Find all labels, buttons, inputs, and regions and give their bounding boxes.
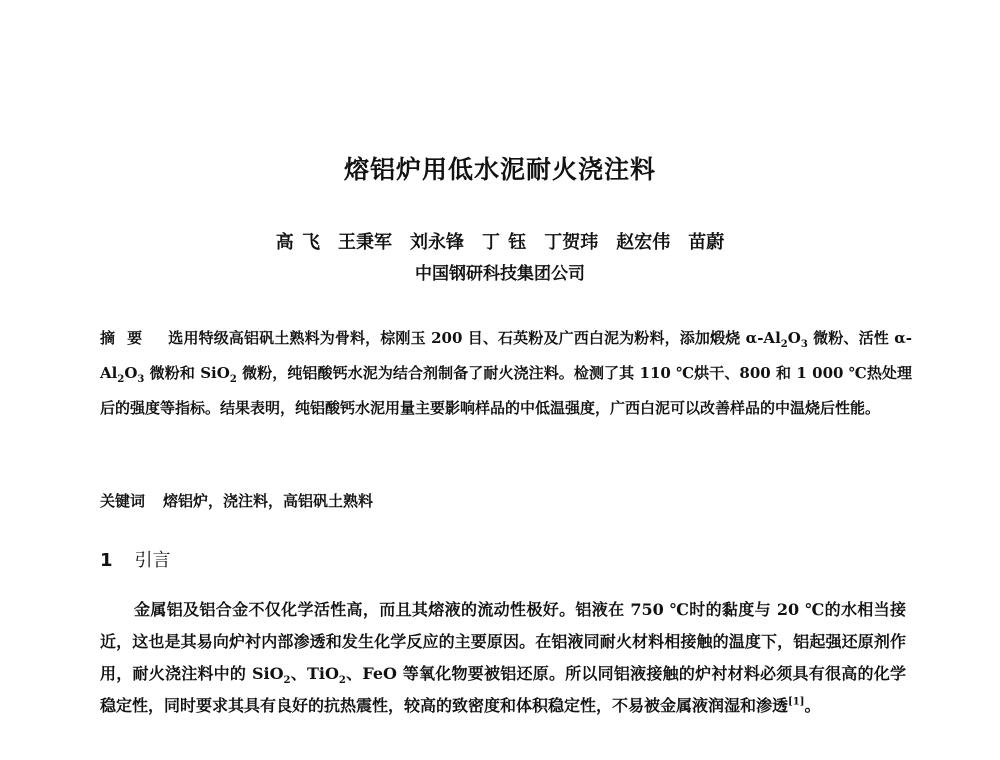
paragraph-text-1: 金属铝及铝合金不仅化学活性高，而且其熔液的流动性极好。铝液在 750 ℃时的黏度与 20 ℃的水相当接近，这也是其易向炉衬内部渗透和发生化学反应的主要原因。在铝液同耐火材料相接触的温度下，铝起强还原剂作用，耐火浇注料中的 SiO: [100, 600, 906, 683]
abstract-text-1: 选用特级高铝矾土熟料为骨料，棕刚玉 200 目、石英粉及广西白泥为粉料，添加煅烧 α-Al: [168, 329, 781, 347]
abstract-text-6: 微粉，纯铝酸钙水泥为结合剂制备了耐火浇注料。检测了其 110 ℃烘干、800 和 1 000 ℃热处理后的强度等指标。结果表明，纯铝酸钙水泥用量主要影响样品的中低温强度，广西白泥可以改善样品的中温烧后性能。: [100, 364, 912, 417]
affiliation: 中国钢研科技集团公司: [415, 264, 585, 284]
keywords-text: 熔铝炉，浇注料，高铝矾土熟料: [163, 492, 374, 510]
keywords-label: 关键词: [100, 492, 146, 510]
abstract-text-5: 微粉和 SiO: [144, 364, 230, 382]
paragraph-text-2: 、TiO: [290, 664, 339, 683]
abstract-label: 摘要: [100, 329, 155, 347]
abstract-text-4: O: [124, 364, 138, 382]
citation-ref[interactable]: [1]: [788, 696, 805, 708]
abstract-sub-4: 3: [137, 374, 145, 385]
section-heading: [100, 546, 171, 576]
abstract-text-2: O: [787, 329, 801, 347]
section-paragraph: [100, 594, 906, 722]
abstract-sub-2: 3: [800, 339, 808, 350]
paragraph-text-3: 、FeO 等氧化物要被铝还原。所以同铝液接触的炉衬材料必须具有很高的化学稳定性，同时要求其具有良好的抗热震性，较高的致密度和体积稳定性，不易被金属液润湿和渗透: [100, 664, 906, 715]
paragraph-text-4: 。: [804, 696, 821, 715]
abstract-sub-5: 2: [229, 374, 237, 385]
abstract: [100, 321, 912, 426]
keywords: [100, 486, 912, 516]
abstract-text-3: 微粉、活性 α-Al: [100, 329, 912, 382]
section-title: 引言: [134, 550, 171, 571]
paper-title: 熔铝炉用低水泥耐火浇注料: [343, 155, 656, 184]
paragraph-sub-2: 2: [338, 675, 346, 687]
section-number: 1: [100, 550, 113, 571]
abstract-sub-1: 2: [780, 339, 788, 350]
abstract-sub-3: 2: [117, 374, 125, 385]
paragraph-sub-1: 2: [283, 675, 291, 687]
author-list: 高 飞 王秉军 刘永锋 丁 钰 丁贺玮 赵宏伟 苗蔚: [275, 232, 725, 253]
